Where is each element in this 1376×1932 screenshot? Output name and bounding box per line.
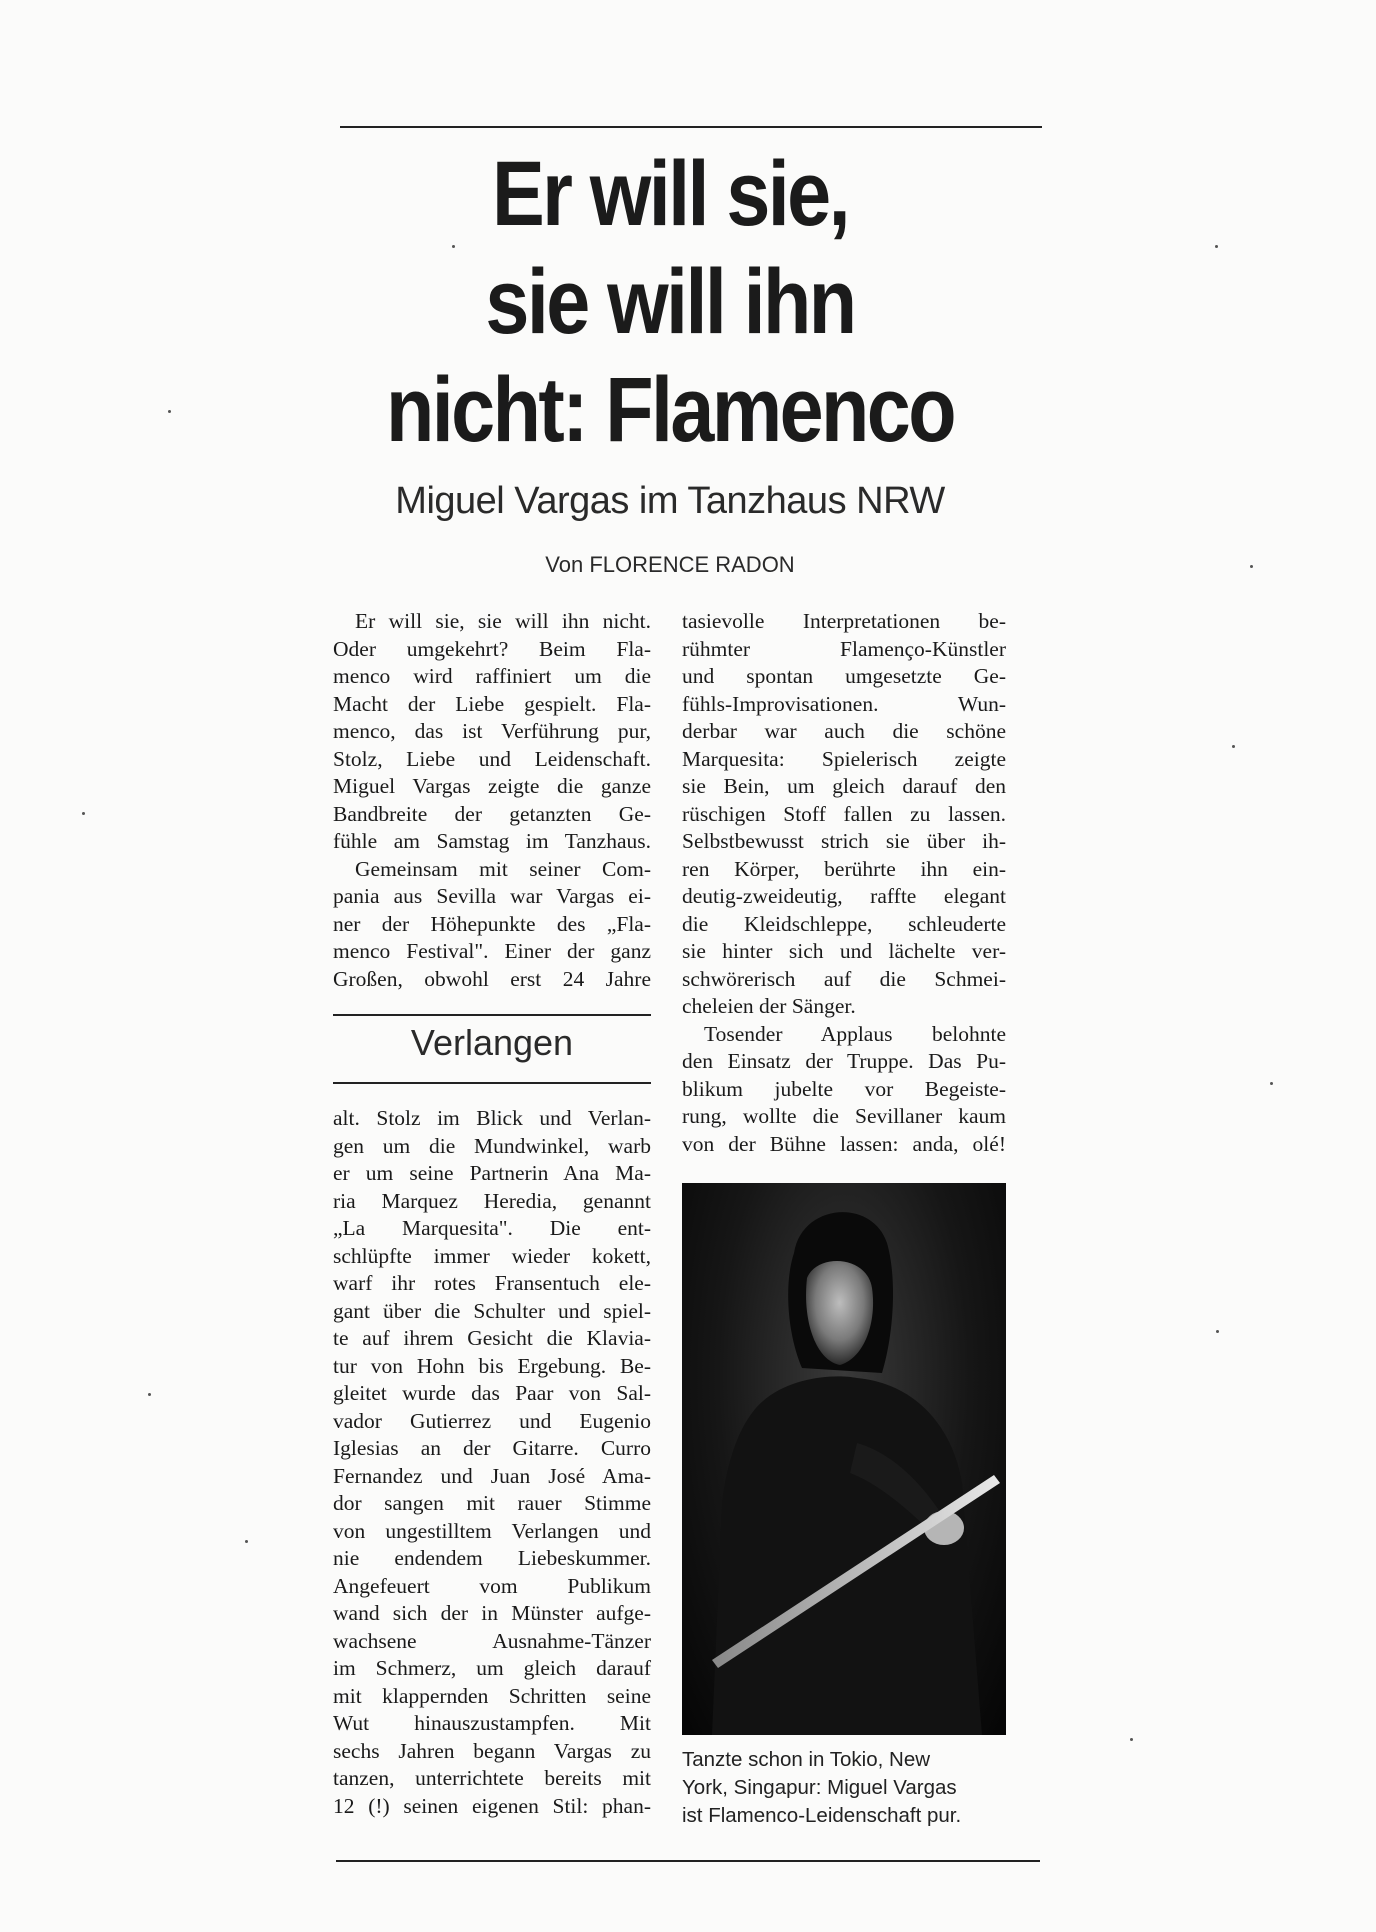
- subhead-rule-bottom: [333, 1082, 651, 1084]
- text-line: wand sich der in Münster aufge-: [333, 1601, 651, 1625]
- scan-speck: [1270, 1082, 1273, 1085]
- headline-line: Er will sie,: [491, 143, 849, 245]
- column-right: [682, 608, 1006, 1158]
- bottom-rule: [336, 1860, 1040, 1862]
- scan-speck: [1130, 1738, 1133, 1741]
- text-line: nie endendem Liebeskummer.: [333, 1546, 651, 1570]
- text-line: Oder umgekehrt? Beim Fla-: [333, 636, 651, 661]
- column-left-bottom: [333, 1105, 651, 1820]
- text-line: sie hinter sich und lächelte ver-: [682, 939, 1006, 963]
- text-line: von der Bühne lassen: anda, olé!: [682, 1131, 1006, 1156]
- text-line: derbar war auch die schöne: [682, 719, 1006, 743]
- byline: Von FLORENCE RADON: [545, 552, 795, 577]
- text-line: Fernandez und Juan José Ama-: [333, 1463, 651, 1488]
- headline: [378, 140, 963, 464]
- text-line: den Einsatz der Truppe. Das Pu-: [682, 1049, 1006, 1073]
- text-line: cheleien der Sänger.: [682, 994, 856, 1018]
- top-rule: [340, 126, 1042, 128]
- text-line: te auf ihrem Gesicht die Klavia-: [333, 1326, 651, 1350]
- photo-caption: [682, 1746, 1012, 1830]
- scan-speck: [82, 812, 85, 815]
- text-line: Tosender Applaus belohnte: [704, 1021, 1006, 1046]
- text-line: von ungestilltem Verlangen und: [333, 1518, 651, 1543]
- text-line: blikum jubelte vor Begeiste-: [682, 1076, 1006, 1101]
- subtitle: Miguel Vargas im Tanzhaus NRW: [395, 480, 945, 522]
- headline-line: nicht: Flamenco: [386, 359, 954, 461]
- scan-speck: [245, 1540, 248, 1543]
- text-line: Gemeinsam mit seiner Com-: [355, 856, 651, 881]
- text-line: 12 (!) seinen eigenen Stil: phan-: [333, 1793, 651, 1818]
- text-line: fühls-Improvisationen. Wun-: [682, 691, 1006, 716]
- text-line: tanzen, unterrichtete bereits mit: [333, 1766, 651, 1790]
- text-line: sechs Jahren begann Vargas zu: [333, 1738, 651, 1763]
- text-line: Großen, obwohl erst 24 Jahre: [333, 966, 651, 991]
- text-line: schwörerisch auf die Schmei-: [682, 966, 1006, 991]
- text-line: gant über die Schulter und spiel-: [333, 1298, 651, 1323]
- text-line: schlüpfte immer wieder kokett,: [333, 1243, 651, 1268]
- dancer-illustration: [682, 1183, 1006, 1735]
- text-line: und spontan umgesetzte Ge-: [682, 664, 1006, 688]
- text-line: die Kleidschleppe, schleuderte: [682, 911, 1006, 936]
- column-left-top: [333, 608, 651, 993]
- subhead-rule-top: [333, 1014, 651, 1016]
- headline-line: sie will ihn: [485, 251, 855, 353]
- text-line: Bandbreite der getanzten Ge-: [333, 801, 651, 826]
- caption-line: ist Flamenco-Leidenschaft pur.: [682, 1804, 962, 1827]
- text-line: rüschigen Stoff fallen zu lassen.: [682, 801, 1006, 826]
- text-line: alt. Stolz im Blick und Verlan-: [333, 1106, 651, 1130]
- scan-speck: [1232, 745, 1235, 748]
- text-line: Macht der Liebe gespielt. Fla-: [333, 691, 651, 716]
- text-line: Stolz, Liebe und Leidenschaft.: [333, 746, 651, 771]
- text-line: deutig-zweideutig, raffte elegant: [682, 884, 1006, 908]
- text-line: gen um die Mundwinkel, warb: [333, 1133, 651, 1158]
- scan-speck: [1250, 565, 1253, 568]
- text-line: menco wird raffiniert um die: [333, 664, 651, 688]
- text-line: fühle am Samstag im Tanzhaus.: [333, 829, 651, 853]
- scan-speck: [1216, 1330, 1219, 1333]
- scan-speck: [168, 410, 171, 413]
- text-line: er um seine Partnerin Ana Ma-: [333, 1161, 651, 1185]
- text-line: ria Marquez Heredia, genannt: [333, 1188, 651, 1213]
- text-line: pania aus Sevilla war Vargas ei-: [333, 884, 651, 908]
- text-line: gleitet wurde das Paar von Sal-: [333, 1381, 651, 1405]
- caption-line: York, Singapur: Miguel Vargas: [682, 1776, 957, 1799]
- scan-speck: [1215, 245, 1218, 248]
- text-line: Iglesias an der Gitarre. Curro: [333, 1436, 651, 1460]
- caption-line: Tanzte schon in Tokio, New: [682, 1748, 931, 1771]
- text-line: sie Bein, um gleich darauf den: [682, 774, 1006, 798]
- text-line: vador Gutierrez und Eugenio: [333, 1408, 651, 1433]
- text-line: rung, wollte die Sevillaner kaum: [682, 1104, 1006, 1128]
- text-line: Marquesita: Spielerisch zeigte: [682, 746, 1006, 771]
- subhead: Verlangen: [410, 1022, 574, 1063]
- scan-speck: [452, 245, 455, 248]
- text-line: menco Festival". Einer der ganz: [333, 939, 651, 963]
- text-line: tasievolle Interpretationen be-: [682, 609, 1006, 633]
- text-line: wachsene Ausnahme-Tänzer: [333, 1628, 651, 1653]
- text-line: dor sangen mit rauer Stimme: [333, 1491, 651, 1515]
- text-line: „La Marquesita". Die ent-: [333, 1216, 651, 1240]
- text-line: menco, das ist Verführung pur,: [333, 719, 651, 743]
- text-line: rühmter Flamenço-Künstler: [682, 636, 1006, 661]
- text-line: warf ihr rotes Fransentuch ele-: [333, 1271, 651, 1295]
- text-line: mit klappernden Schritten seine: [333, 1683, 651, 1708]
- scan-speck: [148, 1393, 151, 1396]
- text-line: Er will sie, sie will ihn nicht.: [355, 609, 651, 633]
- text-line: ner der Höhepunkte des „Fla-: [333, 911, 651, 936]
- dancer-photo: [682, 1183, 1006, 1735]
- text-line: Selbstbewusst strich sie über ih-: [682, 829, 1006, 853]
- text-line: Angefeuert vom Publikum: [333, 1573, 651, 1598]
- text-line: Wut hinauszustampfen. Mit: [333, 1711, 651, 1735]
- text-line: ren Körper, berührte ihn ein-: [682, 856, 1006, 881]
- text-line: tur von Hohn bis Ergebung. Be-: [333, 1353, 651, 1378]
- text-line: Miguel Vargas zeigte die ganze: [333, 774, 651, 798]
- text-line: im Schmerz, um gleich darauf: [333, 1656, 651, 1680]
